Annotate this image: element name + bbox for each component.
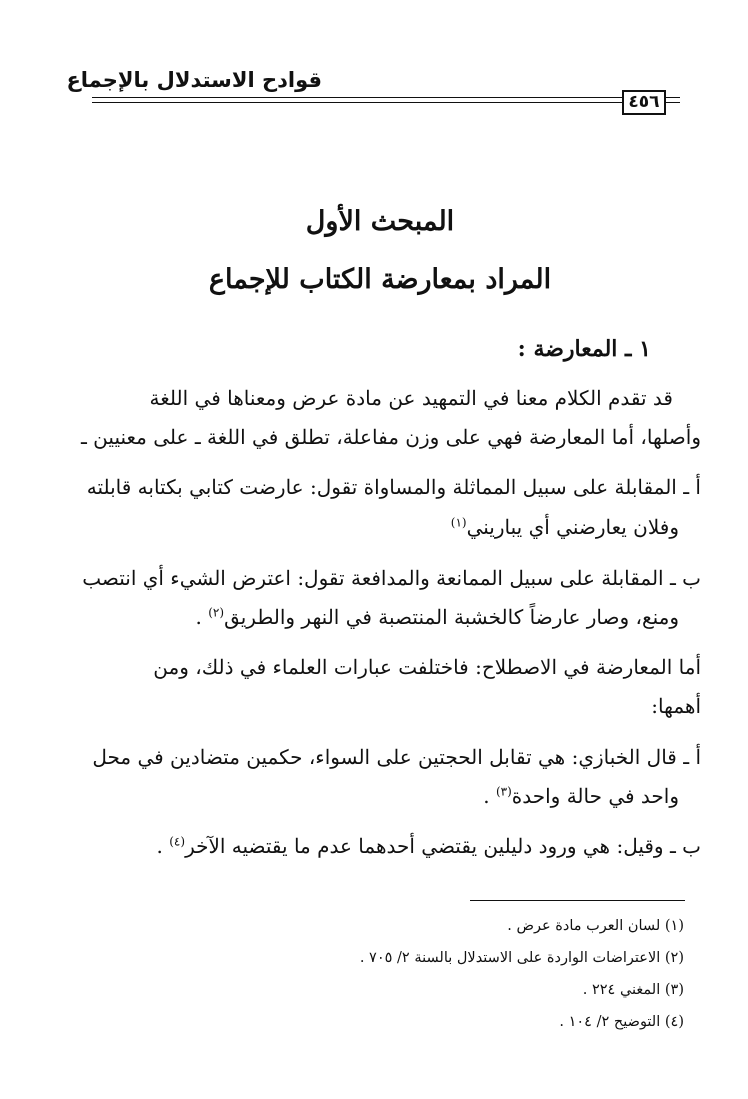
body-text: . — [483, 784, 496, 808]
body-text: . — [195, 605, 209, 629]
body-text: وفلان يعارضني أي يباريني — [466, 515, 679, 539]
footnote-ref: (٣) — [495, 784, 512, 799]
body-line: وأصلها، أما المعارضة فهي على وزن مفاعلة، تطلق في اللغة ـ على معنيين ـ — [80, 425, 701, 449]
footnote-ref: (٤) — [169, 834, 186, 849]
body-line — [196, 605, 679, 629]
section-title: المراد بمعارضة الكتاب للإجماع — [208, 264, 552, 295]
footnote: (٢) الاعتراضات الواردة على الاستدلال بالسنة ٢/ ٧٠٥ . — [359, 950, 684, 966]
body-line: أما المعارضة في الاصطلاح: فاختلفت عبارات العلماء في ذلك، ومن — [153, 655, 701, 679]
body-line: قد تقدم الكلام معنا في التمهيد عن مادة عرض ومعناها في اللغة — [149, 386, 673, 410]
chapter-title: المبحث الأول — [305, 206, 455, 237]
body-line — [157, 834, 701, 858]
footnote: (١) لسان العرب مادة عرض . — [507, 918, 684, 934]
body-text: واحد في حالة واحدة — [511, 784, 679, 808]
header-rule-top — [92, 97, 624, 98]
running-header-title: قوادح الاستدلال بالإجماع — [66, 68, 322, 92]
footnote-separator — [470, 900, 685, 901]
body-text: ب ـ وقيل: هي ورود دليلين يقتضي أحدهما عدم ما يقتضيه الآخر — [185, 834, 701, 858]
footnote: (٤) التوضيح ٢/ ١٠٤ . — [559, 1014, 684, 1030]
body-line: أ ـ قال الخبازي: هي تقابل الحجتين على السواء، حكمين متضادين في محل — [92, 745, 701, 769]
body-line: أهمها: — [651, 694, 701, 718]
body-line — [451, 515, 679, 539]
footnote-ref: (٢) — [208, 605, 225, 620]
body-text: . — [156, 834, 170, 858]
header-rule-tail — [666, 102, 680, 103]
page-number: ٤٥٦ — [622, 90, 666, 115]
footnote: (٣) المغني ٢٢٤ . — [582, 982, 684, 998]
header-rule-bottom — [92, 102, 624, 103]
footnote-ref: (١) — [450, 515, 467, 530]
header-rule-tail — [666, 97, 680, 98]
body-line: أ ـ المقابلة على سبيل المماثلة والمساواة تقول: عارضت كتابي بكتابه قابلته — [86, 475, 701, 499]
subheading: ١ ـ المعارضة : — [517, 336, 651, 362]
body-text: ومنع، وصار عارضاً كالخشبة المنتصبة في النهر والطريق — [224, 605, 679, 629]
body-line — [483, 784, 679, 808]
body-line: ب ـ المقابلة على سبيل الممانعة والمدافعة تقول: اعترض الشيء أي انتصب — [82, 566, 701, 590]
